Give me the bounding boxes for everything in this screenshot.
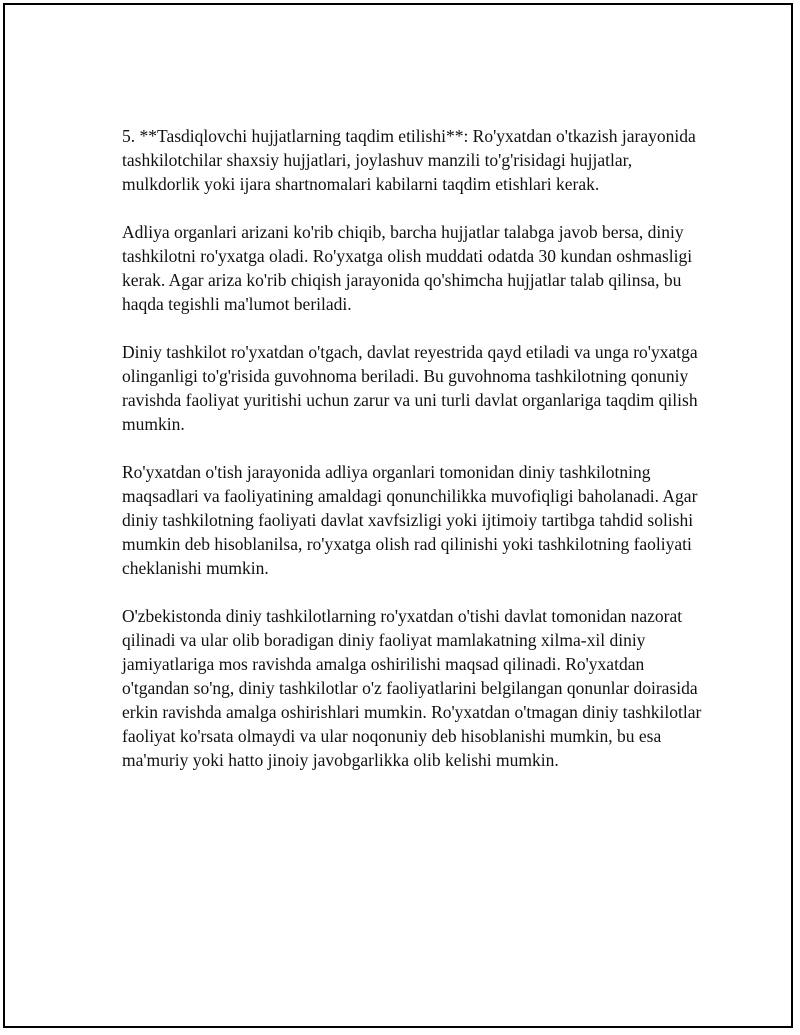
paragraph-2: Adliya organlari arizani ko'rib chiqib, barcha hujjatlar talabga javob bersa, diniy tashkilotni ro'yxatga oladi. Ro'yxatga olish muddati odatda 30 kundan oshmasligi kerak. Agar ariza ko'rib chiqish jarayonida qo'shimcha hujjatlar talab qilinsa, bu haqda tegishli ma'lumot beriladi. bbox=[122, 222, 693, 314]
paragraph-1: 5. **Tasdiqlovchi hujjatlarning taqdim etilishi**: Ro'yxatdan o'tkazish jarayonida tashkilotchilar shaxsiy hujjatlari, joylashuv manzili to'g'risidagi hujjatlar, mulkdorlik yoki ijara shartnomalari kabilarni taqdim etishlari kerak. bbox=[122, 126, 696, 194]
paragraph-5: O'zbekistonda diniy tashkilotlarning ro'yxatdan o'tishi davlat tomonidan nazorat qilinadi va ular olib boradigan diniy faoliyat mamlakatning xilma-xil diniy jamiyatlariga mos ravishda amalga oshirilishi maqsad qilinadi. Ro'yxatdan o'tgandan so'ng, diniy tashkilotlar o'z faoliyatlarini belgilangan qonunlar doirasida erkin ravishda amalga oshirishlari mumkin. Ro'yxatdan o'tmagan diniy tashkilotlar faoliyat ko'rsata olmaydi va ular noqonuniy deb hisoblanishi mumkin, bu esa ma'muriy yoki hatto jinoiy javobgarlikka olib kelishi mumkin. bbox=[122, 606, 702, 770]
page-frame bbox=[3, 3, 793, 1028]
paragraph-3: Diniy tashkilot ro'yxatdan o'tgach, davlat reyestrida qayd etiladi va unga ro'yxatga olinganligi to'g'risida guvohnoma beriladi. Bu guvohnoma tashkilotning qonuniy ravishda faoliyat yuritishi uchun zarur va uni turli davlat organlariga taqdim qilish mumkin. bbox=[122, 342, 698, 434]
document-body bbox=[122, 124, 712, 796]
paragraph-4: Ro'yxatdan o'tish jarayonida adliya organlari tomonidan diniy tashkilotning maqsadlari va faoliyatining amaldagi qonunchilikka muvofiqligi baholanadi. Agar diniy tashkilotning faoliyati davlat xavfsizligi yoki ijtimoiy tartibga tahdid solishi mumkin deb hisoblanilsa, ro'yxatga olish rad qilinishi yoki tashkilotning faoliyati cheklanishi mumkin. bbox=[122, 462, 698, 578]
